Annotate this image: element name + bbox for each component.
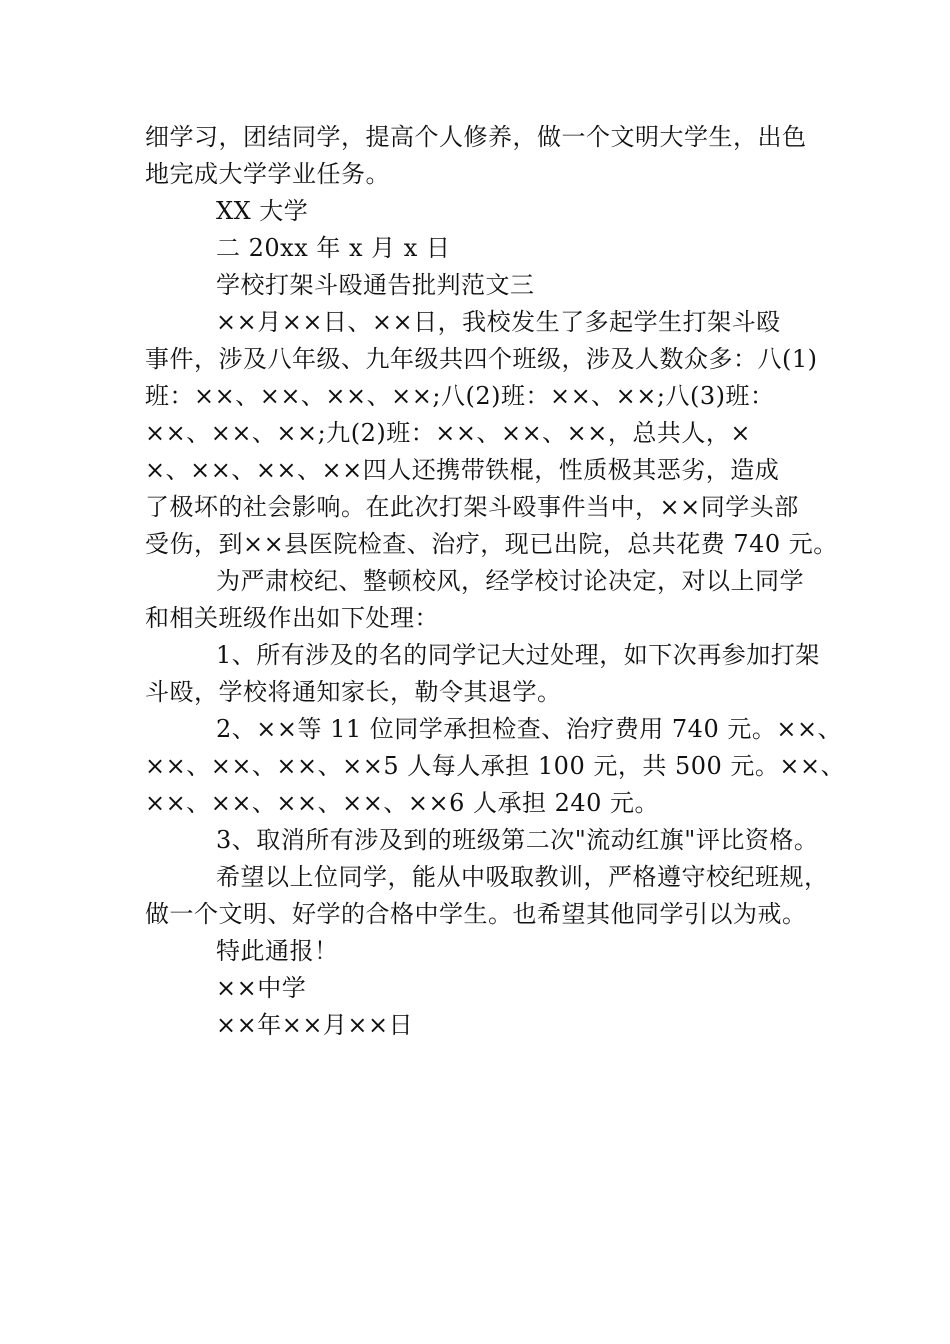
- text-line: 斗殴，学校将通知家长，勒令其退学。: [145, 678, 562, 706]
- text-line: 班：××、××、××、××;八(2)班：××、××;八(3)班：: [145, 382, 775, 410]
- text-line: 细学习，团结同学，提高个人修养，做一个文明大学生，出色: [145, 123, 807, 151]
- signature-date: ××年××月××日: [216, 1011, 414, 1039]
- text-line: 希望以上位同学，能从中吸取教训，严格遵守校纪班规，: [216, 863, 829, 891]
- list-item: 1、所有涉及的名的同学记大过处理，如下次再参加打架: [216, 641, 820, 669]
- text-line: 做一个文明、好学的合格中学生。也希望其他同学引以为戒。: [145, 900, 807, 928]
- signature-school: ××中学: [216, 974, 307, 1002]
- text-line: 地完成大学学业任务。: [145, 160, 390, 188]
- text-line: 为严肃校纪、整顿校风，经学校讨论决定，对以上同学: [216, 567, 804, 595]
- text-line: 了极坏的社会影响。在此次打架斗殴事件当中，××同学头部: [145, 493, 799, 521]
- text-line: ××月××日、××日，我校发生了多起学生打架斗殴: [216, 308, 781, 336]
- text-line: 事件，涉及八年级、九年级共四个班级，涉及人数众多：八(1): [145, 345, 818, 373]
- text-line: ××、××、××;九(2)班：××、××、××，总共人，×: [145, 419, 752, 447]
- text-line: ××、××、××、××、××6 人承担 240 元。: [145, 789, 660, 817]
- section-title: 学校打架斗殴通告批判范文三: [216, 271, 535, 299]
- signature-date: 二 20xx 年 x 月 x 日: [216, 234, 451, 262]
- text-line: ××、××、××、××5 人每人承担 100 元，共 500 元。××、: [145, 752, 846, 780]
- list-item: 2、××等 11 位同学承担检查、治疗费用 740 元。××、: [216, 715, 843, 743]
- text-line: 和相关班级作出如下处理：: [145, 604, 439, 632]
- closing-line: 特此通报！: [216, 937, 339, 965]
- signature-school: XX 大学: [216, 197, 309, 225]
- list-item: 3、取消所有涉及到的班级第二次"流动红旗"评比资格。: [216, 826, 819, 854]
- text-line: 受伤，到××县医院检查、治疗，现已出院，总共花费 740 元。: [145, 530, 838, 558]
- text-line: ×、××、××、××四人还携带铁棍，性质极其恶劣，造成: [145, 456, 780, 484]
